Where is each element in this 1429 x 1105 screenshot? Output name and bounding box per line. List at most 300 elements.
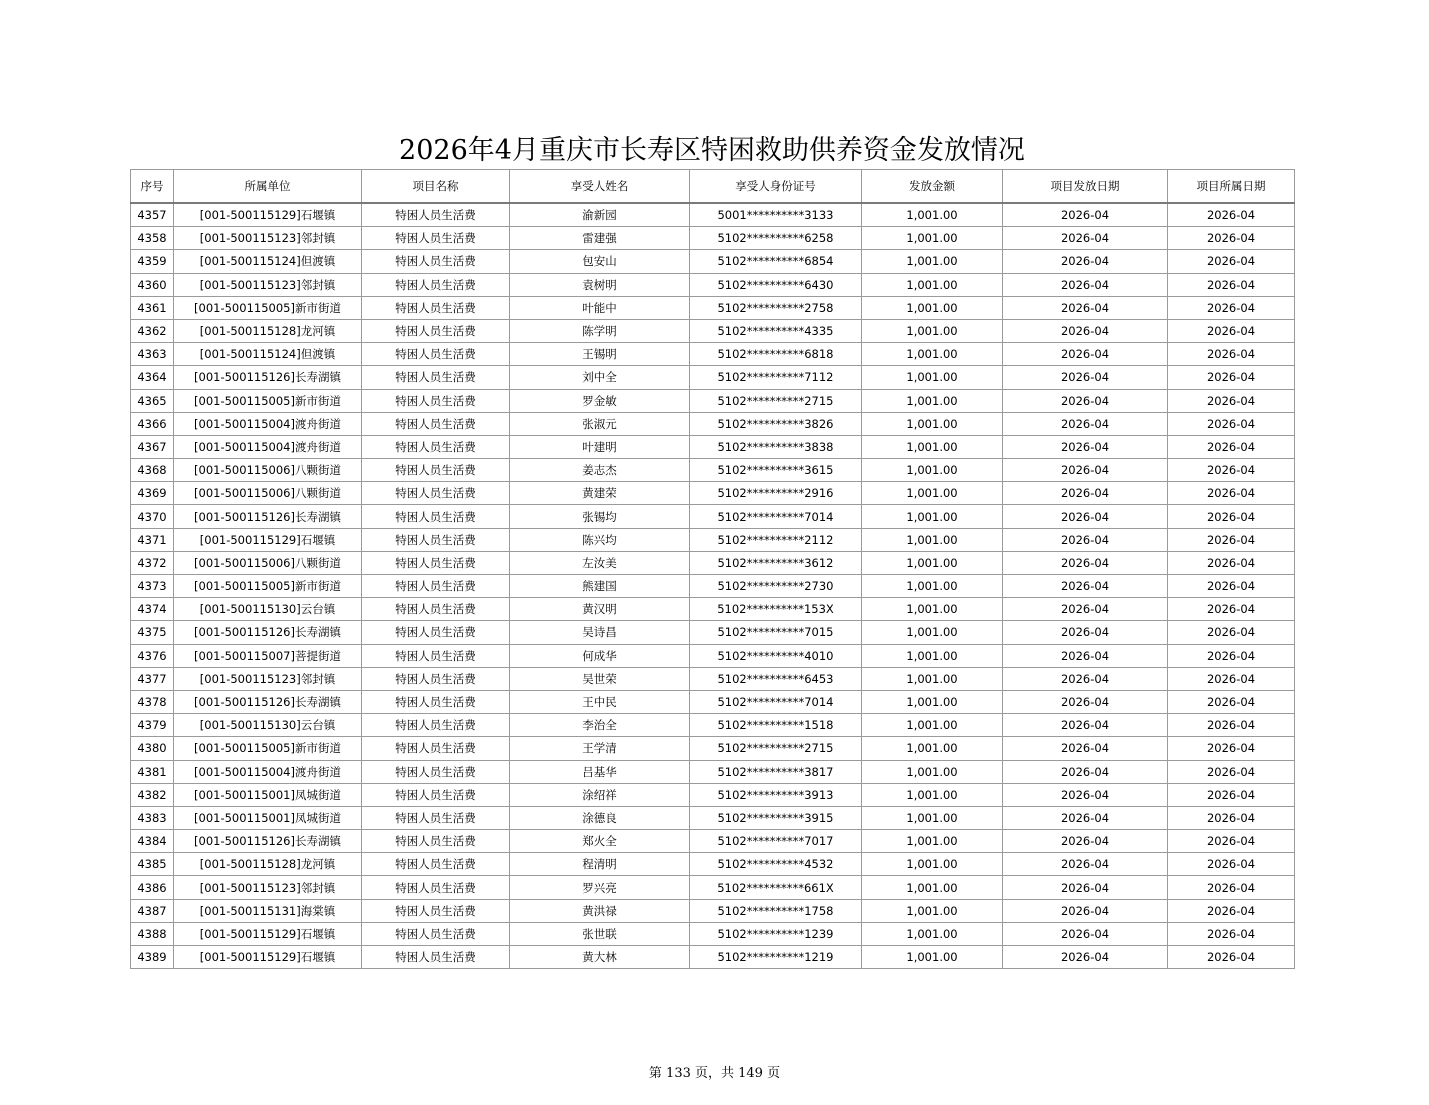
table-row (131, 227, 1295, 250)
cell-issue-date: 2026-04 (1003, 853, 1168, 876)
cell-issue-date: 2026-04 (1003, 505, 1168, 528)
cell-unit: [001-500115124]但渡镇 (174, 343, 362, 366)
cell-index: 4368 (131, 459, 174, 482)
cell-amount: 1,001.00 (862, 876, 1003, 899)
cell-index: 4361 (131, 296, 174, 319)
cell-unit: [001-500115126]长寿湖镇 (174, 690, 362, 713)
cell-amount: 1,001.00 (862, 435, 1003, 458)
cell-project: 特困人员生活费 (362, 482, 510, 505)
cell-period: 2026-04 (1168, 644, 1295, 667)
cell-index: 4382 (131, 783, 174, 806)
cell-amount: 1,001.00 (862, 482, 1003, 505)
cell-id-number: 5102**********2112 (690, 528, 862, 551)
cell-unit: [001-500115128]龙河镇 (174, 319, 362, 342)
table-row (131, 412, 1295, 435)
cell-index: 4385 (131, 853, 174, 876)
cell-recipient-name: 袁树明 (510, 273, 690, 296)
cell-index: 4386 (131, 876, 174, 899)
cell-issue-date: 2026-04 (1003, 482, 1168, 505)
cell-project: 特困人员生活费 (362, 830, 510, 853)
cell-id-number: 5102**********153X (690, 598, 862, 621)
cell-amount: 1,001.00 (862, 459, 1003, 482)
cell-project: 特困人员生活费 (362, 203, 510, 227)
cell-unit: [001-500115131]海棠镇 (174, 899, 362, 922)
cell-index: 4376 (131, 644, 174, 667)
cell-index: 4378 (131, 690, 174, 713)
cell-recipient-name: 罗金敏 (510, 389, 690, 412)
cell-amount: 1,001.00 (862, 667, 1003, 690)
cell-amount: 1,001.00 (862, 528, 1003, 551)
cell-id-number: 5102**********2715 (690, 737, 862, 760)
cell-issue-date: 2026-04 (1003, 389, 1168, 412)
table-row (131, 853, 1295, 876)
cell-issue-date: 2026-04 (1003, 899, 1168, 922)
cell-id-number: 5102**********3838 (690, 435, 862, 458)
cell-unit: [001-500115128]龙河镇 (174, 853, 362, 876)
cell-period: 2026-04 (1168, 505, 1295, 528)
cell-index: 4367 (131, 435, 174, 458)
table-row (131, 203, 1295, 227)
cell-recipient-name: 雷建强 (510, 227, 690, 250)
cell-period: 2026-04 (1168, 482, 1295, 505)
cell-project: 特困人员生活费 (362, 296, 510, 319)
cell-amount: 1,001.00 (862, 714, 1003, 737)
cell-project: 特困人员生活费 (362, 621, 510, 644)
cell-period: 2026-04 (1168, 435, 1295, 458)
cell-amount: 1,001.00 (862, 598, 1003, 621)
cell-id-number: 5102**********7015 (690, 621, 862, 644)
cell-period: 2026-04 (1168, 273, 1295, 296)
cell-id-number: 5102**********3817 (690, 760, 862, 783)
cell-period: 2026-04 (1168, 366, 1295, 389)
cell-id-number: 5102**********7014 (690, 690, 862, 713)
cell-period: 2026-04 (1168, 459, 1295, 482)
cell-project: 特困人员生活费 (362, 667, 510, 690)
cell-issue-date: 2026-04 (1003, 296, 1168, 319)
cell-period: 2026-04 (1168, 760, 1295, 783)
cell-id-number: 5102**********1239 (690, 922, 862, 945)
cell-unit: [001-500115006]八颗街道 (174, 551, 362, 574)
cell-id-number: 5102**********7017 (690, 830, 862, 853)
cell-period: 2026-04 (1168, 830, 1295, 853)
cell-unit: [001-500115130]云台镇 (174, 714, 362, 737)
cell-project: 特困人员生活费 (362, 714, 510, 737)
cell-issue-date: 2026-04 (1003, 621, 1168, 644)
column-header-amount: 发放金额 (862, 170, 1003, 204)
cell-amount: 1,001.00 (862, 946, 1003, 969)
cell-amount: 1,001.00 (862, 575, 1003, 598)
cell-project: 特困人员生活费 (362, 389, 510, 412)
cell-recipient-name: 程清明 (510, 853, 690, 876)
cell-amount: 1,001.00 (862, 853, 1003, 876)
cell-unit: [001-500115006]八颗街道 (174, 459, 362, 482)
cell-unit: [001-500115123]邻封镇 (174, 667, 362, 690)
cell-amount: 1,001.00 (862, 319, 1003, 342)
cell-id-number: 5102**********7112 (690, 366, 862, 389)
table-header-row (131, 170, 1295, 204)
cell-unit: [001-500115126]长寿湖镇 (174, 366, 362, 389)
cell-id-number: 5102**********4010 (690, 644, 862, 667)
cell-unit: [001-500115126]长寿湖镇 (174, 505, 362, 528)
cell-amount: 1,001.00 (862, 783, 1003, 806)
cell-recipient-name: 王学清 (510, 737, 690, 760)
cell-project: 特困人员生活费 (362, 273, 510, 296)
cell-project: 特困人员生活费 (362, 551, 510, 574)
cell-recipient-name: 李治全 (510, 714, 690, 737)
table-row (131, 922, 1295, 945)
cell-issue-date: 2026-04 (1003, 830, 1168, 853)
cell-amount: 1,001.00 (862, 760, 1003, 783)
cell-unit: [001-500115123]邻封镇 (174, 876, 362, 899)
cell-id-number: 5102**********2730 (690, 575, 862, 598)
cell-index: 4375 (131, 621, 174, 644)
table-row (131, 505, 1295, 528)
table-row (131, 273, 1295, 296)
cell-issue-date: 2026-04 (1003, 806, 1168, 829)
cell-recipient-name: 吕基华 (510, 760, 690, 783)
table-row (131, 296, 1295, 319)
cell-period: 2026-04 (1168, 203, 1295, 227)
cell-unit: [001-500115005]新市街道 (174, 296, 362, 319)
cell-period: 2026-04 (1168, 806, 1295, 829)
cell-recipient-name: 罗兴亮 (510, 876, 690, 899)
cell-id-number: 5102**********6453 (690, 667, 862, 690)
cell-project: 特困人员生活费 (362, 250, 510, 273)
cell-recipient-name: 张淑元 (510, 412, 690, 435)
cell-id-number: 5102**********6258 (690, 227, 862, 250)
cell-period: 2026-04 (1168, 343, 1295, 366)
cell-unit: [001-500115004]渡舟街道 (174, 760, 362, 783)
page-footer: 第 133 页，共 149 页 (648, 1066, 781, 1081)
cell-recipient-name: 刘中全 (510, 366, 690, 389)
cell-index: 4381 (131, 760, 174, 783)
cell-recipient-name: 姜志杰 (510, 459, 690, 482)
cell-period: 2026-04 (1168, 621, 1295, 644)
table-row (131, 737, 1295, 760)
cell-unit: [001-500115007]菩提街道 (174, 644, 362, 667)
cell-issue-date: 2026-04 (1003, 690, 1168, 713)
cell-index: 4383 (131, 806, 174, 829)
cell-amount: 1,001.00 (862, 551, 1003, 574)
cell-issue-date: 2026-04 (1003, 273, 1168, 296)
cell-project: 特困人员生活费 (362, 366, 510, 389)
cell-period: 2026-04 (1168, 922, 1295, 945)
cell-index: 4379 (131, 714, 174, 737)
table-row (131, 343, 1295, 366)
cell-id-number: 5102**********1758 (690, 899, 862, 922)
cell-id-number: 5102**********6818 (690, 343, 862, 366)
cell-amount: 1,001.00 (862, 343, 1003, 366)
cell-issue-date: 2026-04 (1003, 737, 1168, 760)
cell-id-number: 5102**********6430 (690, 273, 862, 296)
cell-recipient-name: 黄大林 (510, 946, 690, 969)
cell-issue-date: 2026-04 (1003, 760, 1168, 783)
cell-project: 特困人员生活费 (362, 899, 510, 922)
column-header-period: 项目所属日期 (1168, 170, 1295, 204)
cell-project: 特困人员生活费 (362, 505, 510, 528)
cell-recipient-name: 涂德良 (510, 806, 690, 829)
table-row (131, 783, 1295, 806)
cell-project: 特困人员生活费 (362, 690, 510, 713)
cell-issue-date: 2026-04 (1003, 783, 1168, 806)
cell-issue-date: 2026-04 (1003, 250, 1168, 273)
cell-period: 2026-04 (1168, 714, 1295, 737)
cell-id-number: 5102**********3913 (690, 783, 862, 806)
cell-id-number: 5102**********2715 (690, 389, 862, 412)
cell-amount: 1,001.00 (862, 412, 1003, 435)
table-row (131, 598, 1295, 621)
cell-period: 2026-04 (1168, 876, 1295, 899)
cell-period: 2026-04 (1168, 899, 1295, 922)
cell-project: 特困人员生活费 (362, 876, 510, 899)
table-row (131, 714, 1295, 737)
cell-recipient-name: 涂绍祥 (510, 783, 690, 806)
column-header-project: 项目名称 (362, 170, 510, 204)
cell-recipient-name: 叶能中 (510, 296, 690, 319)
cell-recipient-name: 左汝美 (510, 551, 690, 574)
cell-index: 4374 (131, 598, 174, 621)
cell-period: 2026-04 (1168, 389, 1295, 412)
cell-recipient-name: 叶建明 (510, 435, 690, 458)
cell-issue-date: 2026-04 (1003, 528, 1168, 551)
cell-issue-date: 2026-04 (1003, 644, 1168, 667)
cell-index: 4357 (131, 203, 174, 227)
cell-index: 4370 (131, 505, 174, 528)
cell-id-number: 5102**********3915 (690, 806, 862, 829)
cell-index: 4359 (131, 250, 174, 273)
cell-id-number: 5102**********2916 (690, 482, 862, 505)
cell-id-number: 5001**********3133 (690, 203, 862, 227)
cell-unit: [001-500115005]新市街道 (174, 575, 362, 598)
cell-recipient-name: 何成华 (510, 644, 690, 667)
cell-amount: 1,001.00 (862, 899, 1003, 922)
cell-project: 特困人员生活费 (362, 575, 510, 598)
cell-recipient-name: 张世联 (510, 922, 690, 945)
cell-project: 特困人员生活费 (362, 644, 510, 667)
table-row (131, 528, 1295, 551)
cell-issue-date: 2026-04 (1003, 366, 1168, 389)
cell-issue-date: 2026-04 (1003, 575, 1168, 598)
cell-issue-date: 2026-04 (1003, 343, 1168, 366)
cell-recipient-name: 黄建荣 (510, 482, 690, 505)
cell-index: 4360 (131, 273, 174, 296)
cell-project: 特困人员生活费 (362, 459, 510, 482)
cell-issue-date: 2026-04 (1003, 714, 1168, 737)
table-row (131, 876, 1295, 899)
cell-project: 特困人员生活费 (362, 412, 510, 435)
table-row (131, 482, 1295, 505)
cell-recipient-name: 吴世荣 (510, 667, 690, 690)
cell-project: 特困人员生活费 (362, 598, 510, 621)
cell-period: 2026-04 (1168, 551, 1295, 574)
cell-index: 4387 (131, 899, 174, 922)
cell-recipient-name: 王锡明 (510, 343, 690, 366)
cell-index: 4364 (131, 366, 174, 389)
cell-period: 2026-04 (1168, 227, 1295, 250)
cell-index: 4373 (131, 575, 174, 598)
table-row (131, 389, 1295, 412)
cell-issue-date: 2026-04 (1003, 319, 1168, 342)
cell-id-number: 5102**********2758 (690, 296, 862, 319)
cell-issue-date: 2026-04 (1003, 922, 1168, 945)
table-row (131, 435, 1295, 458)
cell-amount: 1,001.00 (862, 922, 1003, 945)
cell-project: 特困人员生活费 (362, 227, 510, 250)
cell-index: 4380 (131, 737, 174, 760)
cell-project: 特困人员生活费 (362, 435, 510, 458)
cell-amount: 1,001.00 (862, 366, 1003, 389)
table-row (131, 830, 1295, 853)
cell-amount: 1,001.00 (862, 203, 1003, 227)
cell-amount: 1,001.00 (862, 690, 1003, 713)
page-title: 2026年4月重庆市长寿区特困救助供养资金发放情况 (399, 135, 1025, 166)
cell-unit: [001-500115005]新市街道 (174, 737, 362, 760)
cell-period: 2026-04 (1168, 598, 1295, 621)
cell-unit: [001-500115006]八颗街道 (174, 482, 362, 505)
table-row (131, 644, 1295, 667)
cell-index: 4369 (131, 482, 174, 505)
cell-period: 2026-04 (1168, 853, 1295, 876)
table-row (131, 806, 1295, 829)
cell-recipient-name: 黄汉明 (510, 598, 690, 621)
cell-amount: 1,001.00 (862, 806, 1003, 829)
cell-issue-date: 2026-04 (1003, 435, 1168, 458)
cell-amount: 1,001.00 (862, 830, 1003, 853)
cell-index: 4363 (131, 343, 174, 366)
cell-index: 4389 (131, 946, 174, 969)
table-row (131, 250, 1295, 273)
cell-unit: [001-500115123]邻封镇 (174, 273, 362, 296)
cell-id-number: 5102**********3612 (690, 551, 862, 574)
cell-period: 2026-04 (1168, 296, 1295, 319)
table-row (131, 760, 1295, 783)
cell-issue-date: 2026-04 (1003, 946, 1168, 969)
payment-table (130, 169, 1295, 969)
column-header-unit: 所属单位 (174, 170, 362, 204)
cell-issue-date: 2026-04 (1003, 412, 1168, 435)
table-body (131, 203, 1295, 969)
cell-issue-date: 2026-04 (1003, 876, 1168, 899)
cell-id-number: 5102**********4532 (690, 853, 862, 876)
table-row (131, 575, 1295, 598)
cell-unit: [001-500115130]云台镇 (174, 598, 362, 621)
cell-project: 特困人员生活费 (362, 946, 510, 969)
cell-recipient-name: 陈兴均 (510, 528, 690, 551)
cell-id-number: 5102**********3826 (690, 412, 862, 435)
cell-issue-date: 2026-04 (1003, 551, 1168, 574)
table-row (131, 551, 1295, 574)
cell-recipient-name: 黄洪禄 (510, 899, 690, 922)
table-row (131, 366, 1295, 389)
cell-index: 4377 (131, 667, 174, 690)
cell-index: 4388 (131, 922, 174, 945)
cell-amount: 1,001.00 (862, 644, 1003, 667)
cell-amount: 1,001.00 (862, 389, 1003, 412)
cell-period: 2026-04 (1168, 412, 1295, 435)
column-header-recipient-name: 享受人姓名 (510, 170, 690, 204)
cell-amount: 1,001.00 (862, 250, 1003, 273)
cell-project: 特困人员生活费 (362, 783, 510, 806)
cell-index: 4371 (131, 528, 174, 551)
column-header-id-number: 享受人身份证号 (690, 170, 862, 204)
cell-project: 特困人员生活费 (362, 760, 510, 783)
cell-recipient-name: 吴诗昌 (510, 621, 690, 644)
cell-recipient-name: 包安山 (510, 250, 690, 273)
cell-unit: [001-500115001]凤城街道 (174, 783, 362, 806)
cell-recipient-name: 张锡均 (510, 505, 690, 528)
cell-index: 4362 (131, 319, 174, 342)
cell-id-number: 5102**********6854 (690, 250, 862, 273)
cell-period: 2026-04 (1168, 319, 1295, 342)
cell-index: 4366 (131, 412, 174, 435)
cell-unit: [001-500115004]渡舟街道 (174, 412, 362, 435)
table-row (131, 459, 1295, 482)
table-row (131, 899, 1295, 922)
cell-recipient-name: 郑火全 (510, 830, 690, 853)
column-header-issue-date: 项目发放日期 (1003, 170, 1168, 204)
cell-amount: 1,001.00 (862, 227, 1003, 250)
cell-amount: 1,001.00 (862, 505, 1003, 528)
cell-unit: [001-500115005]新市街道 (174, 389, 362, 412)
cell-period: 2026-04 (1168, 250, 1295, 273)
cell-recipient-name: 熊建国 (510, 575, 690, 598)
cell-unit: [001-500115004]渡舟街道 (174, 435, 362, 458)
cell-id-number: 5102**********4335 (690, 319, 862, 342)
cell-period: 2026-04 (1168, 946, 1295, 969)
cell-period: 2026-04 (1168, 528, 1295, 551)
table-row (131, 690, 1295, 713)
cell-index: 4365 (131, 389, 174, 412)
cell-period: 2026-04 (1168, 575, 1295, 598)
cell-unit: [001-500115123]邻封镇 (174, 227, 362, 250)
cell-index: 4372 (131, 551, 174, 574)
cell-unit: [001-500115129]石堰镇 (174, 946, 362, 969)
cell-project: 特困人员生活费 (362, 853, 510, 876)
cell-issue-date: 2026-04 (1003, 203, 1168, 227)
cell-amount: 1,001.00 (862, 737, 1003, 760)
cell-issue-date: 2026-04 (1003, 227, 1168, 250)
table-row (131, 667, 1295, 690)
cell-id-number: 5102**********7014 (690, 505, 862, 528)
cell-id-number: 5102**********1518 (690, 714, 862, 737)
cell-index: 4384 (131, 830, 174, 853)
table-row (131, 621, 1295, 644)
cell-index: 4358 (131, 227, 174, 250)
cell-project: 特困人员生活费 (362, 737, 510, 760)
cell-recipient-name: 陈学明 (510, 319, 690, 342)
cell-project: 特困人员生活费 (362, 319, 510, 342)
cell-unit: [001-500115126]长寿湖镇 (174, 621, 362, 644)
cell-unit: [001-500115129]石堰镇 (174, 203, 362, 227)
cell-id-number: 5102**********3615 (690, 459, 862, 482)
cell-issue-date: 2026-04 (1003, 459, 1168, 482)
cell-amount: 1,001.00 (862, 273, 1003, 296)
table-row (131, 319, 1295, 342)
cell-recipient-name: 王中民 (510, 690, 690, 713)
cell-issue-date: 2026-04 (1003, 598, 1168, 621)
cell-project: 特困人员生活费 (362, 922, 510, 945)
cell-issue-date: 2026-04 (1003, 667, 1168, 690)
cell-unit: [001-500115129]石堰镇 (174, 528, 362, 551)
table-row (131, 946, 1295, 969)
cell-unit: [001-500115124]但渡镇 (174, 250, 362, 273)
cell-project: 特困人员生活费 (362, 528, 510, 551)
cell-period: 2026-04 (1168, 690, 1295, 713)
cell-period: 2026-04 (1168, 737, 1295, 760)
cell-project: 特困人员生活费 (362, 806, 510, 829)
cell-project: 特困人员生活费 (362, 343, 510, 366)
cell-recipient-name: 渝新园 (510, 203, 690, 227)
